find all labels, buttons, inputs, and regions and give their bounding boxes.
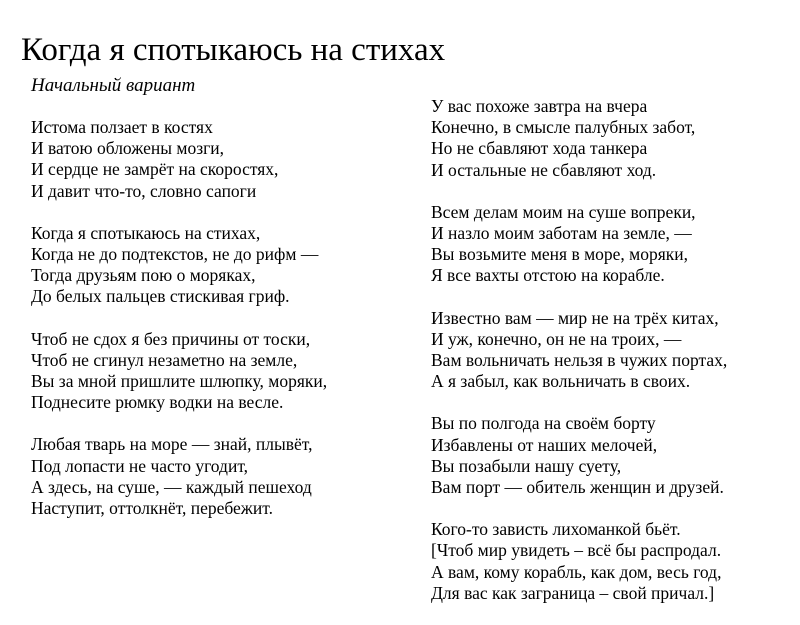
poem-line: А я забыл, как вольничать в своих.: [431, 371, 691, 392]
poem-line: Конечно, в смысле палубных забот,: [431, 117, 696, 138]
poem-line: Я все вахты отстою на корабле.: [431, 265, 665, 286]
poem-line: И остальные не сбавляют ход.: [431, 159, 657, 180]
right-column: [431, 96, 800, 625]
stanza: [431, 202, 800, 287]
poem-line: А здесь, на суше, — каждый пешеход: [31, 476, 312, 497]
poem-line: Наступит, оттолкнёт, перебежит.: [31, 498, 273, 519]
poem-line: Вы за мной пришлите шлюпку, моряки,: [31, 371, 328, 392]
stanza: [31, 117, 401, 202]
poem-line: Вам порт — обитель женщин и друзей.: [431, 477, 724, 498]
poem-title: Когда я спотыкаюсь на стихах: [21, 32, 446, 68]
poem-line: Всем делам моим на суше вопреки,: [431, 201, 696, 222]
poem-line: И сердце не замрёт на скоростях,: [31, 159, 279, 180]
poem-line: И ватою обложены мозги,: [31, 138, 225, 159]
poem-line: Тогда друзьям пою о моряках,: [31, 265, 256, 286]
poem-line: Вы по полгода на своём борту: [431, 413, 656, 434]
poem-line: [Чтоб мир увидеть – всё бы распродал.: [431, 540, 722, 561]
poem-line: Но не сбавляют хода танкера: [431, 138, 648, 159]
poem-line: Известно вам — мир не на трёх китах,: [431, 307, 719, 328]
poem-line: Вы возьмите меня в море, моряки,: [431, 244, 689, 265]
poem-line: Кого-то зависть лихоманкой бьёт.: [431, 519, 681, 540]
poem-line: Вам вольничать нельзя в чужих портах,: [431, 350, 728, 371]
stanza: [431, 519, 800, 604]
stanza: [431, 96, 800, 181]
poem-line: Чтоб не сдох я без причины от тоски,: [31, 328, 311, 349]
poem-line: Под лопасти не часто угодит,: [31, 455, 249, 476]
poem-line: Истома ползает в костях: [31, 117, 213, 137]
poem-line: И назло моим заботам на земле, —: [431, 223, 692, 244]
left-column: [31, 117, 401, 540]
stanza: [31, 329, 401, 414]
poem-line: Когда не до подтекстов, не до рифм —: [31, 244, 319, 265]
poem-line: Когда я спотыкаюсь на стихах,: [31, 222, 261, 243]
poem-line: И давит что-то, словно сапоги: [31, 180, 257, 201]
poem-line: У вас похоже завтра на вчера: [431, 96, 648, 116]
stanza: [31, 434, 401, 519]
stanza: [431, 413, 800, 498]
poem-subtitle: Начальный вариант: [31, 75, 196, 96]
poem-line: Для вас как заграница – свой причал.]: [431, 582, 715, 603]
poem-line: А вам, кому корабль, как дом, весь год,: [431, 561, 722, 582]
poem-line: Чтоб не сгинул незаметно на земле,: [31, 349, 298, 370]
poem-line: И уж, конечно, он не на троих, —: [431, 328, 682, 349]
stanza: [431, 308, 800, 393]
poem-line: Вы позабыли нашу суету,: [431, 455, 622, 476]
poem-line: До белых пальцев стискивая гриф.: [31, 286, 290, 307]
stanza: [31, 223, 401, 308]
poem-line: Поднесите рюмку водки на весле.: [31, 392, 284, 413]
poem-line: Любая тварь на море — знай, плывёт,: [31, 434, 313, 455]
poem-line: Избавлены от наших мелочей,: [431, 434, 658, 455]
